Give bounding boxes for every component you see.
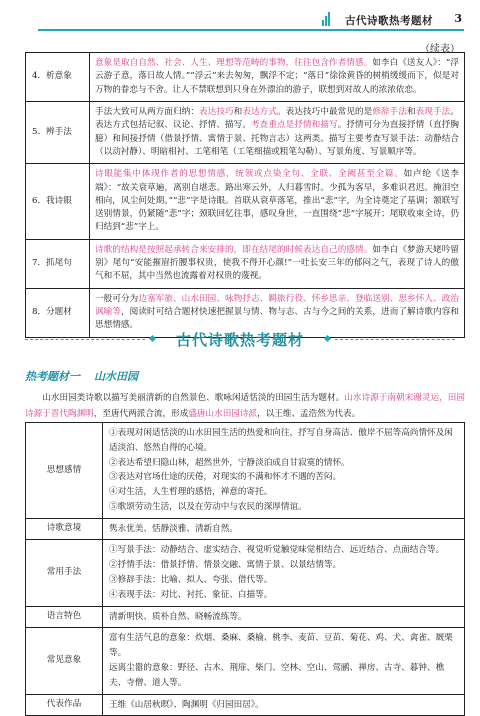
row-line: 清新明快、质朴自然、晓畅流练等。 xyxy=(109,611,247,622)
row-line: ①表现对闲适恬淡的山水田园生活的热爱和向往，抒写自身高洁、傲岸不屈等高尚情怀及闲适淡泊、悠然自得的心境。 xyxy=(109,428,453,453)
landscape-table xyxy=(25,422,465,716)
body-text: 和 xyxy=(407,106,416,117)
row-line: ③修辞手法：比喻、拟人、夸张、借代等。 xyxy=(109,575,273,586)
row-line: 富有生活气息的意象：炊烟、桑麻、桑榆、桃李、麦苗、豆苗、菊花、鸡、犬、禽雀、厩栗等。 xyxy=(109,633,453,659)
row-content xyxy=(103,518,465,540)
row-content xyxy=(90,53,465,102)
row-label: 4．析意象 xyxy=(26,53,90,102)
highlight-text: 表达技巧 xyxy=(198,106,234,117)
body-text: 。表达技巧中最常见的是 xyxy=(277,106,373,117)
table-row xyxy=(26,628,465,694)
subsection-name: 山水田园 xyxy=(94,370,138,383)
body-text: 山水田园类诗歌以描写美丽清新的自然景色、歌咏闲适恬淡的田园生活为题材。 xyxy=(42,393,345,403)
body-text: ，以王维、孟浩然为代表。 xyxy=(257,408,361,419)
row-label: 5．辨手法 xyxy=(26,101,90,163)
table-row xyxy=(26,101,465,163)
intro-paragraph xyxy=(25,391,465,423)
row-line: 王维《山居秋暝》、陶渊明《归园田居》。 xyxy=(109,699,264,710)
table-row xyxy=(26,53,465,102)
highlight-text: 盛唐山水田园诗派 xyxy=(188,408,258,419)
row-label: 8．分题材 xyxy=(26,288,90,337)
row-line: ②抒情手法：借景抒情、情景交融、寓情于景、以景结情等。 xyxy=(109,560,342,571)
continued-label: （续表） xyxy=(420,44,460,55)
row-content xyxy=(90,101,465,163)
page-number: 3 xyxy=(454,12,462,25)
highlight-text: 诗歌的结构是按照起承转合来安排的，即在结尾的时候表达自己的感情。 xyxy=(95,244,373,255)
table-row xyxy=(26,518,465,540)
table-row xyxy=(26,694,465,716)
banner-dash-right xyxy=(335,339,455,340)
row-line: ②表达希望归隐山林，超然世外，宁静淡泊成自甘寂寞的情怀。 xyxy=(109,457,350,468)
row-content xyxy=(103,540,465,606)
body-text: 如李白《梦游天姥吟留别》尾句“安能摧眉折腰事权贵，使我不得开心颜!”一吐长安三年的郁闷之气，表现了诗人的傲气和不屈，其中当然也流露着对权贵的蔑视。 xyxy=(95,244,459,282)
table-row xyxy=(26,423,465,519)
table-row xyxy=(26,164,465,240)
row-line: 远离尘嚣的意象：野径、古木、荆扉、柴门、空林、空山、莺鹂、禅房、古寺、暮钟、樵夫、寺僧、道人等。 xyxy=(109,662,445,688)
row-line: ③表达对官场仕途的厌倦，对现实的不满和怀才不遇的苦闷。 xyxy=(109,472,342,483)
table-row xyxy=(26,606,465,628)
subsection-prefix: 热考题材一 xyxy=(25,370,80,383)
row-label: 思想感情 xyxy=(26,423,103,519)
section-banner xyxy=(0,328,480,352)
highlight-text: 山水诗源于南朝宋谢灵运，田园诗源于晋代陶渊明 xyxy=(25,393,465,419)
row-content xyxy=(90,239,465,288)
header-title: 古代诗歌热考题材 xyxy=(345,15,433,27)
row-label: 语言特色 xyxy=(26,606,103,628)
body-text: ，至唐代两派合流，形成 xyxy=(93,408,189,419)
body-text: 手法大致可从两方面归纳： xyxy=(95,106,199,117)
highlight-text: 诗眼能集中体现作者的思想情感，统领或点染全句、全联、全阙甚至全篇。 xyxy=(95,169,404,180)
row-content xyxy=(103,694,465,716)
row-line: ④对生活，人生哲理的感悟，禅意的寄托。 xyxy=(109,487,273,498)
section-title: 古代诗歌热考题材 xyxy=(175,331,304,349)
table-row xyxy=(26,239,465,288)
row-content xyxy=(103,423,465,519)
row-content xyxy=(103,628,465,694)
row-line: ⑤歌颂劳动生活，以及在劳动中与农民的深厚情谊。 xyxy=(109,501,307,512)
header-bars-icon xyxy=(322,12,330,26)
row-line: ④表现手法：对比、衬托、象征、白描等。 xyxy=(109,589,273,600)
body-text: 。抒情可分为直接抒情（直抒胸臆）和间接抒情（借景抒情、寓情于景、托物言志）这两类。描写主要考查写景手法：动静结合（以动衬静）、明暗相衬、工笔相笔（工笔细描或粗笔勾勒）、写景角度、写景顺序等。 xyxy=(95,120,459,157)
row-label: 常见意象 xyxy=(26,628,103,694)
header-rule xyxy=(38,29,464,31)
highlight-text: 边塞军旅、山水田园、咏物抒志、羁旅行役、怀乡思亲、登临送别、思乡怀人、政治讽喻等 xyxy=(95,293,459,317)
highlight-text: 表达方式 xyxy=(242,106,277,117)
method-table xyxy=(25,52,465,338)
body-text: 如李白《送友人》：“浮云游子意，落日故人情。”“浮云”来去匆匆，飘浮不定；“落日”徐徐黄昏的树梢缓缓而下，似是对万物的眷恋与不舍。让人不禁联想到只身在外漂泊的游子，联想到对故人的浓浓依恋。 xyxy=(95,58,459,95)
highlight-text: 修辞手法 xyxy=(372,106,407,117)
highlight-text: 表现手法 xyxy=(415,106,451,117)
body-text: 如卢纶《送李端》：“故关衰草遍，离别自堪悲。路出寒云外，人归暮雪时。少孤为客早，多难识君迟。掩泪空相向，风尘何处期。”“悲”字是诗眼。首联从衰草落笔，推出“悲”字，为全诗奠定了基调；颔联写送别情景，仍紧随“悲”字；颈联回忆往事，感叹身世，一直围绕“悲”字展开；尾联收束全诗，仍归结到“悲”字上。 xyxy=(95,169,459,233)
body-text: 和 xyxy=(233,106,243,117)
subsection-heading xyxy=(25,368,138,384)
highlight-text: 考查重点是抒情和描写 xyxy=(251,120,338,131)
row-content xyxy=(90,164,465,240)
body-text: 一般可分为 xyxy=(95,293,139,304)
row-label: 诗歌意境 xyxy=(26,518,103,540)
row-line: 隽永优美、恬静淡雅、清新自然。 xyxy=(109,523,238,534)
row-label: 代表作品 xyxy=(26,694,103,716)
row-label: 6．我诗眼 xyxy=(26,164,90,240)
row-label: 7．抓尾句 xyxy=(26,239,90,288)
highlight-text: 意象是取自自然、社会、人生、理想等范畴的事物，往往包含作者情感。 xyxy=(95,58,373,68)
table-row xyxy=(26,540,465,606)
body-text: 。表达方式包括记叙、议论、抒情、描写。 xyxy=(95,106,459,131)
body-text: ，阅读时可结合题材快速把握景与情、物与志、古与今之间的关系，进而了解诗歌内容和思想情感。 xyxy=(95,307,459,331)
row-line: ①写景手法：动静结合、虚实结合、视觉听觉触觉味觉相结合、远近结合、点面结合等。 xyxy=(109,545,445,556)
row-content xyxy=(103,606,465,628)
row-label: 常用手法 xyxy=(26,540,103,606)
